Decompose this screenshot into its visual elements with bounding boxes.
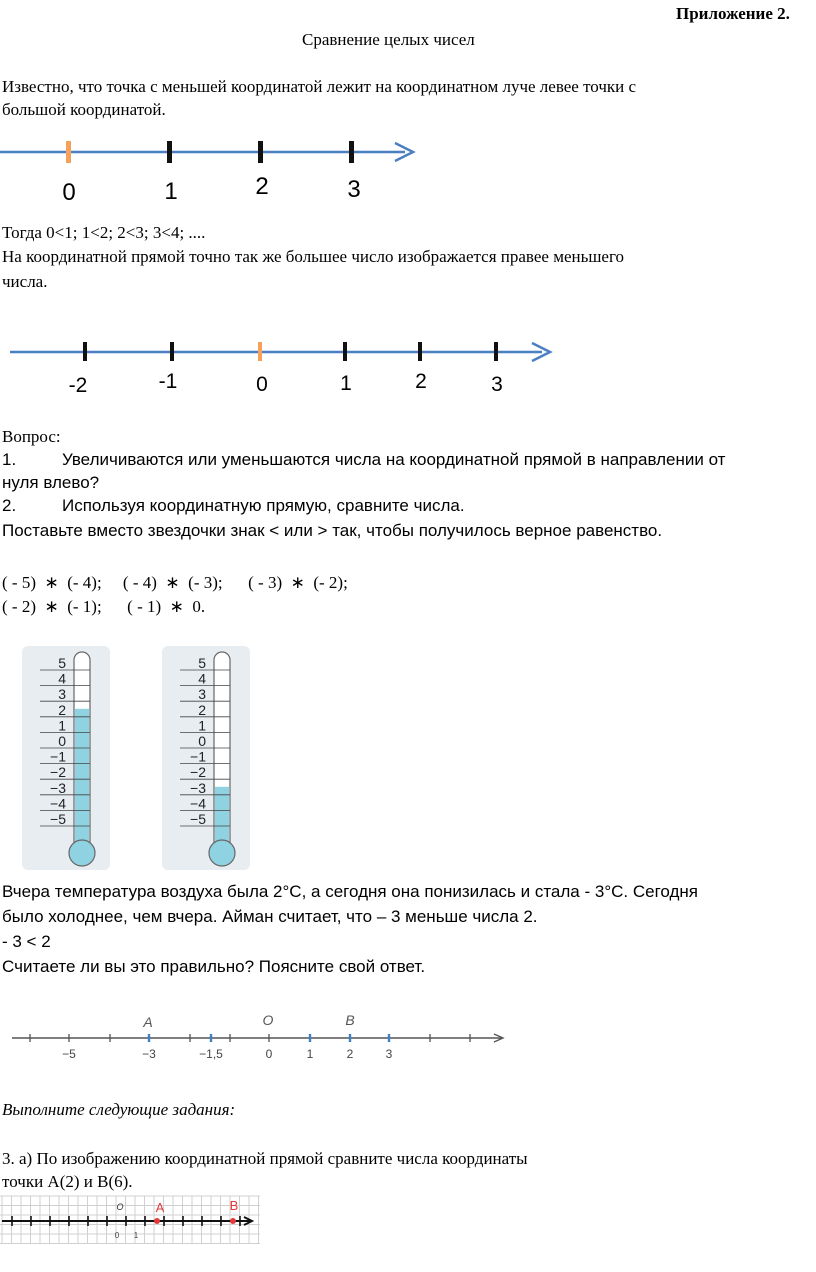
thermometer-scale-label: 0	[198, 733, 206, 749]
question-2-text: Используя координатную прямую, сравните числа.	[62, 496, 465, 515]
point-label-o: O	[262, 1012, 274, 1028]
nl3-tick-label: −5	[62, 1047, 76, 1061]
line-tick-label: -2	[68, 374, 88, 397]
line-tick-label: 2	[415, 370, 427, 393]
thermometer-scale-label: 1	[198, 717, 206, 734]
ray-tick	[258, 141, 263, 163]
thermometer-scale-label: 5	[198, 655, 206, 671]
coordinate-line	[0, 330, 560, 400]
ray-tick-label: 2	[255, 173, 269, 200]
grid-label-o: O	[116, 1202, 124, 1212]
nl3-tick-label: 2	[346, 1047, 354, 1061]
thermometer-scale-label: −5	[50, 811, 66, 827]
story-line-2: было холоднее, чем вчера. Айман считает, что – 3 меньше числа 2.	[2, 907, 538, 926]
thermometer-scale-label: 2	[198, 701, 206, 718]
line-tick	[494, 342, 498, 361]
question-label: Вопрос:	[2, 427, 61, 446]
intro-line-1: Известно, что точка с меньшей координатой лежит на координатном луче левее точки с	[2, 77, 637, 96]
thermometer-drawing	[162, 646, 250, 870]
line-tick-label: 1	[340, 372, 352, 395]
thermometer-scale-label: 3	[58, 686, 66, 703]
then-line-2: На координатной прямой точно так же большее число изображается правее меньшего	[2, 247, 625, 266]
thermometer-scale-label: 2	[58, 701, 66, 718]
line-tick	[83, 342, 87, 361]
intro-line-2: большой координатой.	[2, 100, 166, 119]
thermometer-scale-label: −2	[190, 764, 206, 781]
thermometer-drawing	[22, 646, 110, 870]
question-1-number: 1.	[2, 450, 17, 469]
story-line-1: Вчера температура воздуха была 2°С, а сегодня она понизилась и стала - 3°С. Сегодня	[2, 882, 698, 901]
grid-label-b: B	[229, 1198, 239, 1213]
point-a-marker	[154, 1218, 160, 1224]
thermometer-scale-label: −2	[50, 764, 66, 781]
coordinate-ray	[0, 130, 430, 210]
thermometer-scale-label: −5	[190, 811, 206, 827]
tasks-heading: Выполните следующие задания:	[2, 1100, 236, 1119]
line-tick	[170, 342, 174, 361]
line-tick	[343, 342, 347, 361]
point-label-a: A	[143, 1014, 153, 1030]
question-1-continuation: нуля влево?	[2, 473, 100, 492]
thermometer-scale-label: −4	[190, 795, 206, 812]
grid-label-one: 1	[133, 1231, 139, 1240]
thermometer-scale-label: −4	[50, 795, 66, 812]
point-b-marker	[230, 1218, 236, 1224]
ray-tick-label: 1	[164, 178, 178, 205]
ray-tick	[167, 141, 172, 163]
grid-label-zero: 0	[114, 1231, 120, 1240]
line-tick-label: 3	[491, 373, 503, 396]
ray-tick-label: 3	[347, 176, 361, 203]
comparison-examples: Тогда 0<1; 1<2; 2<3; 3<4; ....	[2, 223, 206, 242]
thermometer-scale-label: 0	[58, 733, 66, 749]
story-line-3: - 3 < 2	[2, 932, 51, 951]
nl3-tick-label: −1,5	[199, 1047, 223, 1061]
task-3-line-1: 3. а) По изображению координатной прямой сравните числа координаты	[2, 1149, 528, 1168]
ray-tick	[349, 141, 354, 163]
question-2-number: 2.	[2, 496, 17, 515]
line-tick	[418, 342, 422, 361]
line-tick-label: -1	[158, 370, 178, 393]
point-label-b: B	[345, 1012, 355, 1028]
exercise-row-2: ( - 2) ∗ (- 1); ( - 1) ∗ 0.	[2, 597, 206, 616]
grid-label-a: A	[155, 1200, 165, 1215]
thermometer-yesterday	[22, 646, 110, 870]
nl3-tick-label: 3	[385, 1047, 393, 1061]
exercise-row-1: ( - 5) ∗ (- 4); ( - 4) ∗ (- 3); ( - 3) ∗ (- 2);	[2, 573, 348, 592]
line-tick-label: 0	[256, 373, 268, 396]
thermometer-scale-label: −1	[190, 748, 206, 765]
thermometer-scale-label: −3	[190, 779, 206, 796]
nl3-tick-label: 1	[306, 1047, 314, 1061]
instruction-text: Поставьте вместо звездочки знак < или > так, чтобы получилось верное равенство.	[2, 521, 663, 540]
thermometer-scale-label: 1	[58, 717, 66, 734]
ray-tick-label: 0	[62, 179, 76, 206]
question-1-text: Увеличиваются или уменьшаются числа на координатной прямой в направлении от	[62, 450, 726, 469]
then-line-3: числа.	[2, 272, 48, 291]
nl3-tick-label: −3	[142, 1047, 156, 1061]
thermometer-scale-label: 5	[58, 655, 66, 671]
story-question: Считаете ли вы это правильно? Поясните свой ответ.	[2, 957, 426, 976]
task-3-line-2: точки А(2) и В(6).	[2, 1172, 133, 1191]
thermometer-scale-label: 4	[198, 670, 206, 687]
nl3-tick-label: 0	[265, 1047, 273, 1061]
thermometer-today	[162, 646, 250, 870]
ray-tick-zero	[66, 141, 71, 163]
page-title: Сравнение целых чисел	[302, 30, 475, 49]
thermometer-scale-label: −3	[50, 779, 66, 796]
thermometer-scale-label: −1	[50, 748, 66, 765]
number-line-points	[0, 1005, 520, 1065]
thermometer-scale-label: 3	[198, 686, 206, 703]
appendix-label: Приложение 2.	[676, 4, 790, 23]
line-tick-zero	[258, 342, 262, 361]
thermometer-scale-label: 4	[58, 670, 66, 687]
grid-number-line	[0, 1194, 262, 1246]
